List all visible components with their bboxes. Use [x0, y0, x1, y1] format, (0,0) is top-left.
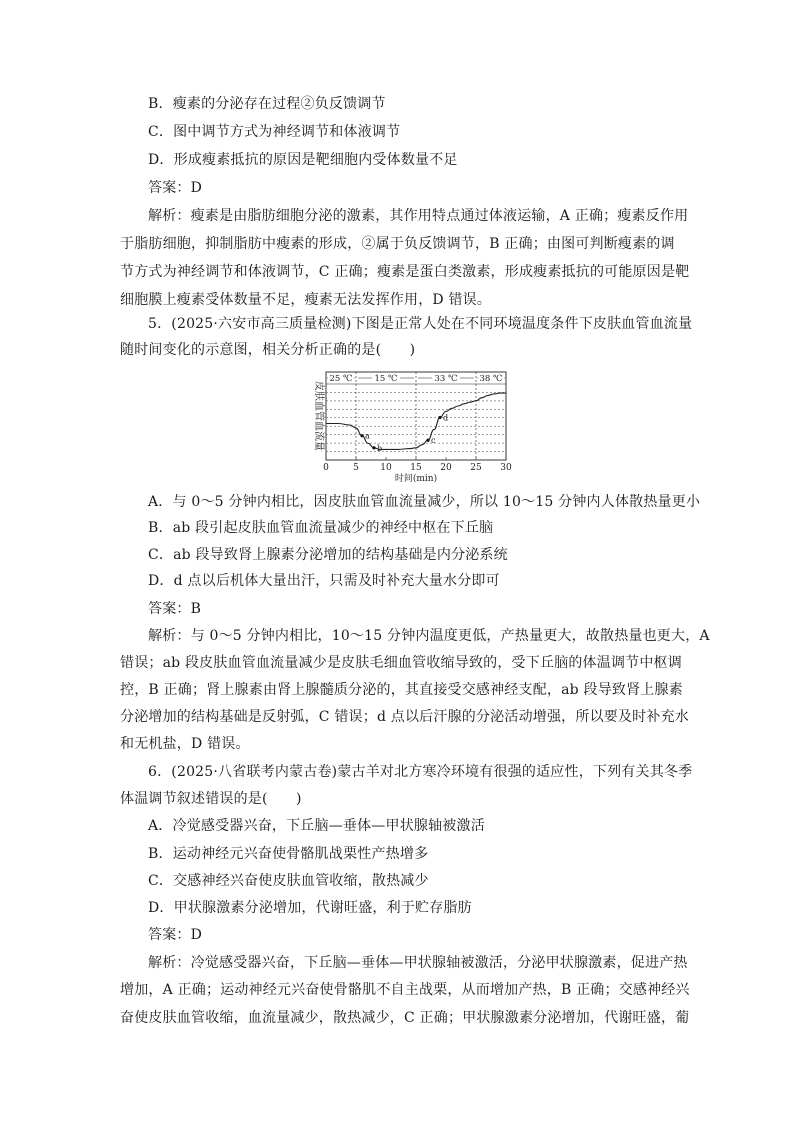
phase-label: 38 ℃ — [479, 374, 503, 384]
x-tick-label: 15 — [410, 463, 422, 473]
point-label: a — [365, 431, 370, 441]
q5-option-c: C．ab 段导致肾上腺素分泌增加的结构基础是内分泌系统 — [148, 547, 508, 563]
q4-answer: 答案：D — [148, 180, 203, 196]
x-tick-label: 30 — [500, 463, 512, 473]
x-tick-label: 20 — [440, 463, 452, 473]
x-axis-label: 时间(min) — [394, 474, 438, 484]
q5-option-b: B．ab 段引起皮肤血管血流量减少的神经中枢在下丘脑 — [148, 520, 494, 536]
phase-label: 15 ℃ — [374, 374, 398, 384]
x-tick-label: 25 — [470, 463, 482, 473]
q5-option-d: D．d 点以后机体大量出汗，只需及时补充大量水分即可 — [148, 573, 500, 589]
q5-analysis-line: 分泌增加的结构基础是反射弧，C 错误；d 点以后汗腺的分泌活动增强，所以要及时补充水 — [120, 709, 689, 725]
q6-option-c: C．交感神经兴奋使皮肤血管收缩，散热减少 — [148, 873, 429, 889]
point-label: c — [431, 436, 436, 446]
q5-option-a: A．与 0～5 分钟内相比，因皮肤血管血流量减少，所以 10～15 分钟内人体散热量更小 — [148, 494, 701, 510]
q4-option-c: C．图中调节方式为神经调节和体液调节 — [148, 124, 401, 140]
point-a — [360, 434, 363, 437]
q4-analysis-line: 细胞膜上瘦素受体数量不足，瘦素无法发挥作用，D 错误。 — [120, 292, 492, 308]
q6-analysis-line: 奋使皮肤血管收缩，血流量减少，散热减少，C 正确；甲状腺激素分泌增加，代谢旺盛，葡 — [120, 1010, 690, 1026]
blood-flow-chart — [302, 366, 522, 484]
point-label: b — [377, 443, 383, 453]
q4-analysis-line: 节方式为神经调节和体液调节，C 正确；瘦素是蛋白类激素，形成瘦素抵抗的可能原因是靶 — [120, 264, 690, 280]
q6-stem-line: 体温调节叙述错误的是( ) — [120, 791, 302, 807]
q5-analysis-line: 错误；ab 段皮肤血管血流量减少是皮肤毛细血管收缩导致的，受下丘脑的体温调节中枢调 — [120, 655, 682, 671]
q6-answer: 答案：D — [148, 927, 203, 943]
q5-stem-line: 5．(2025·六安市高三质量检测)下图是正常人处在不同环境温度条件下皮肤血管血流量 — [148, 316, 693, 332]
q5-analysis-line: 和无机盐，D 错误。 — [120, 736, 250, 752]
q4-analysis-line: 解析：瘦素是由脂肪细胞分泌的激素，其作用特点通过体液运输，A 正确；瘦素反作用 — [148, 208, 689, 224]
q6-option-b: B．运动神经元兴奋使骨骼肌战栗性产热增多 — [148, 846, 429, 862]
q4-option-d: D．形成瘦素抵抗的原因是靶细胞内受体数量不足 — [148, 152, 458, 168]
chart-ticks — [323, 457, 512, 473]
q6-option-a: A．冷觉感受器兴奋，下丘脑—垂体—甲状腺轴被激活 — [148, 818, 485, 834]
point-label: d — [443, 413, 449, 423]
y-axis-label: 皮肤血管血流量 — [313, 381, 324, 451]
point-b — [372, 446, 375, 449]
q5-analysis-line: 控，B 正确；肾上腺素由肾上腺髓质分泌的，其直接受交感神经支配，ab 段导致肾上腺素 — [120, 682, 683, 698]
point-d — [438, 416, 441, 419]
phase-label: 25 ℃ — [329, 374, 353, 384]
q5-stem-line: 随时间变化的示意图，相关分析正确的是( ) — [120, 342, 416, 358]
point-c — [426, 439, 429, 442]
q6-stem-line: 6．(2025·八省联考内蒙古卷)蒙古羊对北方寒冷环境有很强的适应性，下列有关其冬季 — [148, 764, 693, 780]
q6-option-d: D．甲状腺激素分泌增加，代谢旺盛，利于贮存脂肪 — [148, 900, 472, 916]
q5-analysis-line: 解析：与 0～5 分钟内相比，10～15 分钟内温度更低，产热量更大，故散热量也更大，A — [148, 628, 710, 644]
x-tick-label: 0 — [323, 463, 329, 473]
x-tick-label: 10 — [380, 463, 392, 473]
q6-analysis-line: 增加，A 正确；运动神经元兴奋使骨骼肌不自主战栗，从而增加产热，B 正确；交感神经兴 — [120, 982, 690, 998]
q4-analysis-line: 于脂肪细胞，抑制脂肪中瘦素的形成，②属于负反馈调节，B 正确；由图可判断瘦素的调 — [120, 236, 675, 252]
chart-phases — [327, 372, 505, 460]
q5-answer: 答案：B — [148, 601, 202, 617]
phase-label: 33 ℃ — [434, 374, 458, 384]
q4-option-b: B．瘦素的分泌存在过程②负反馈调节 — [148, 96, 386, 112]
x-tick-label: 5 — [353, 463, 359, 473]
q6-analysis-line: 解析：冷觉感受器兴奋，下丘脑—垂体—甲状腺轴被激活，分泌甲状腺激素，促进产热 — [148, 955, 688, 971]
chart-points — [360, 413, 448, 452]
